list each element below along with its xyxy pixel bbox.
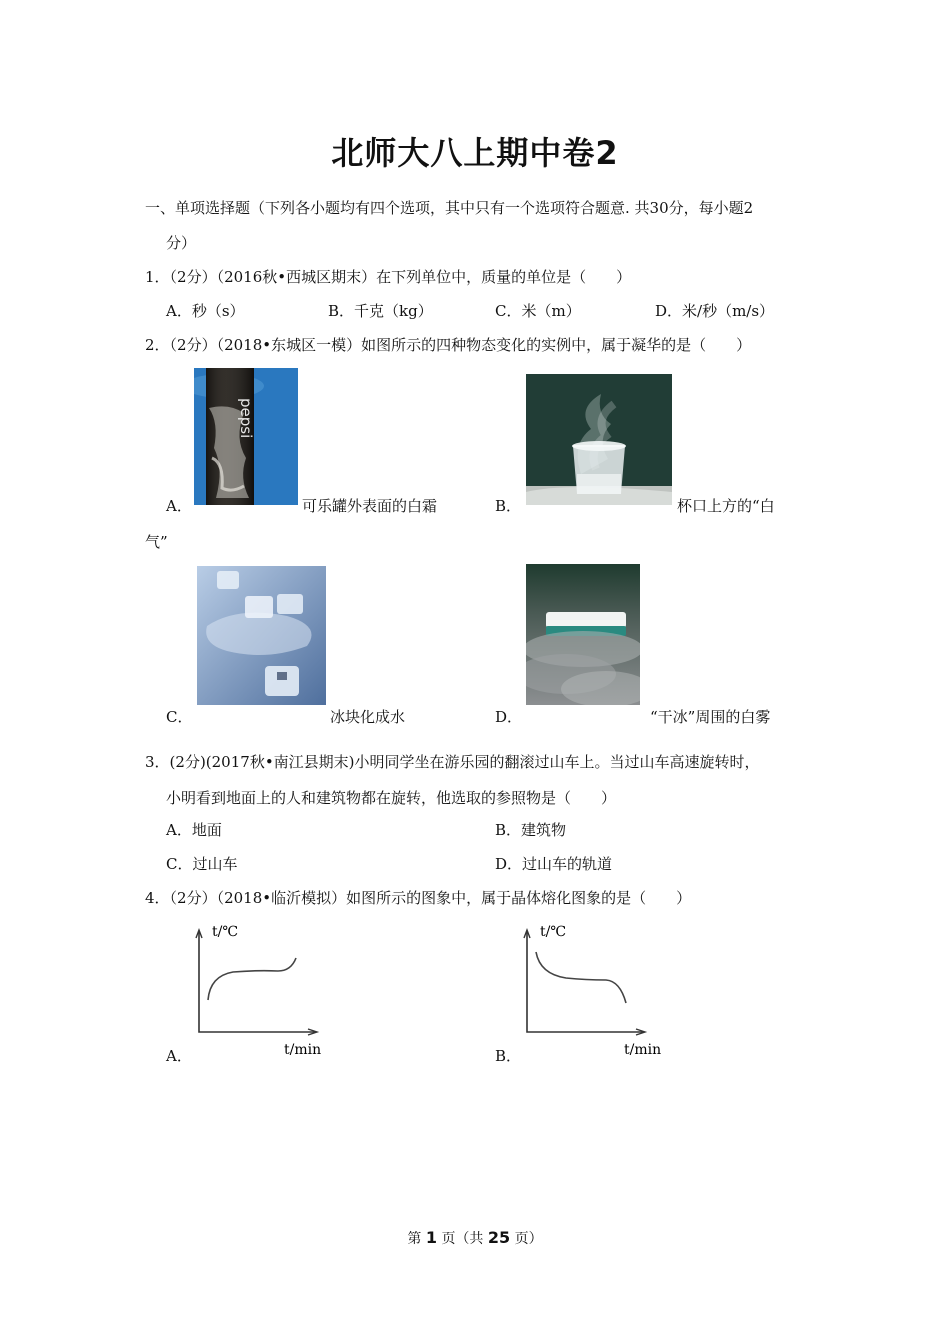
page-title: 北师大八上期中卷2 — [331, 134, 619, 172]
graph-a-x-label: t/min — [284, 1042, 322, 1058]
q3-option-d: D．过山车的轨道 — [495, 855, 613, 873]
footer-post: 页） — [514, 1231, 543, 1247]
q1-option-c: C．米（m） — [495, 302, 581, 320]
q1-option-a: A．秒（s） — [166, 302, 245, 320]
graph-b-x-label: t/min — [624, 1042, 662, 1058]
q1-option-b: B．千克（kg） — [328, 302, 433, 320]
footer-mid: 页（共 — [441, 1231, 484, 1247]
footer-total-pages: 25 — [487, 1228, 511, 1247]
page-footer — [0, 1228, 950, 1248]
q2-option-c-text: 冰块化成水 — [330, 708, 406, 726]
ice-cubes-image — [197, 566, 326, 705]
q4-option-a-label: A． — [166, 1047, 192, 1065]
steam-beaker-image — [526, 374, 672, 505]
q2-option-a-text: 可乐罐外表面的白霜 — [302, 497, 438, 515]
svg-text:pepsi: pepsi — [237, 398, 255, 439]
q2-option-a-label: A． — [166, 497, 192, 515]
graph-b — [516, 918, 666, 1063]
q3-stem-cont: 小明看到地面上的人和建筑物都在旋转，他选取的参照物是（ ） — [166, 789, 617, 807]
section-heading-cont: 分） — [166, 234, 197, 252]
footer-page-number: 1 — [425, 1228, 437, 1247]
section-heading: 一、单项选择题（下列各小题均有四个选项，其中只有一个选项符合题意. 共30分，每小题2 — [145, 199, 754, 217]
q4-stem: 4．（2分）（2018•临沂模拟）如图所示的图象中，属于晶体熔化图象的是（ ） — [145, 889, 692, 907]
q2-option-c-label: C． — [166, 708, 193, 726]
q2-option-d-label: D． — [495, 708, 523, 726]
graph-a-y-label: t/℃ — [212, 924, 239, 940]
q3-option-c: C．过山车 — [166, 855, 238, 873]
q1-stem: 1．（2分）（2016秋•西城区期末）在下列单位中，质量的单位是（ ） — [145, 268, 632, 286]
q3-option-b: B．建筑物 — [495, 821, 567, 839]
q2-option-b-label: B． — [495, 497, 522, 515]
q1-option-d: D．米/秒（m/s） — [655, 302, 775, 320]
q2-stem: 2．（2分）（2018•东城区一模）如图所示的四种物态变化的实例中，属于凝华的是（ ） — [145, 336, 752, 354]
q2-option-d-text: “干冰”周围的白雾 — [650, 708, 771, 726]
footer-pre: 第 — [407, 1231, 422, 1247]
q3-option-a: A．地面 — [166, 821, 222, 839]
q2-option-b-text-cont: 气” — [145, 533, 168, 551]
graph-b-y-label: t/℃ — [540, 924, 567, 940]
q2-option-b-text: 杯口上方的“白 — [677, 497, 775, 515]
dry-ice-image — [526, 564, 640, 705]
frost-bottle-image — [194, 368, 298, 505]
q4-option-b-label: B． — [495, 1047, 522, 1065]
graph-a — [188, 918, 338, 1063]
q3-stem: 3．(2分)(2017秋•南江县期末)小明同学坐在游乐园的翻滚过山车上。当过山车高速旋转时， — [145, 753, 760, 771]
